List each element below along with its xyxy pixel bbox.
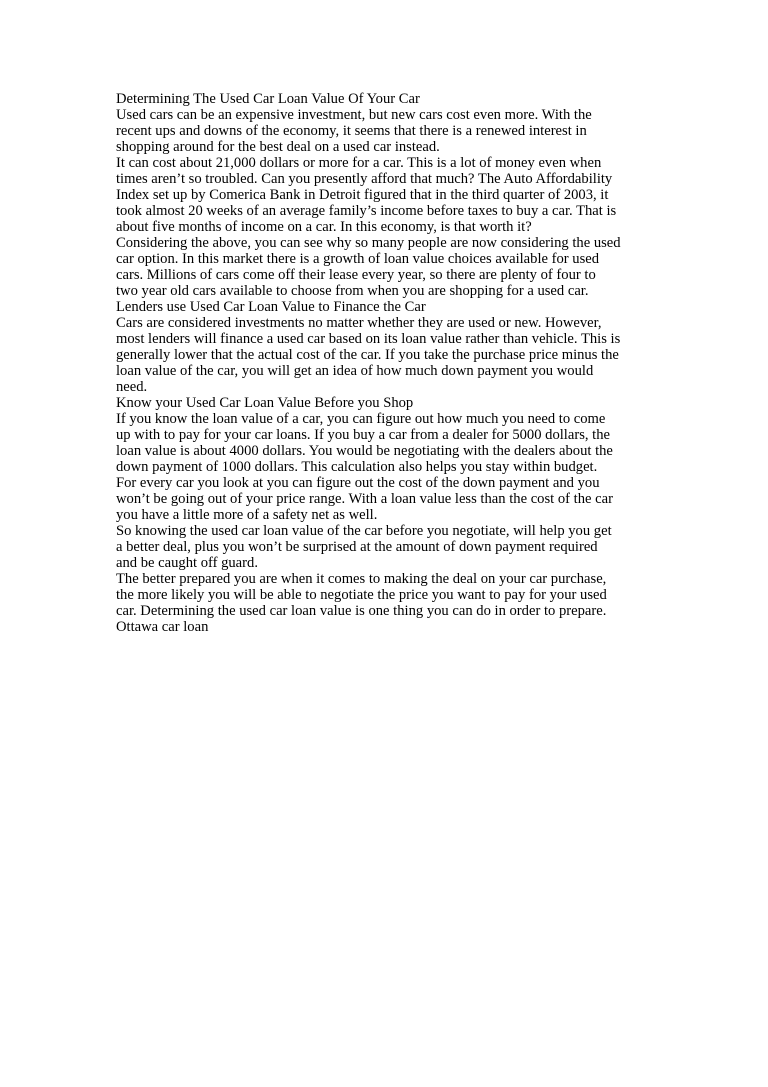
text-line: you have a little more of a safety net as well. [116, 507, 378, 523]
text-line: the more likely you will be able to negotiate the price you want to pay for your used [116, 587, 607, 603]
text-line: Considering the above, you can see why so many people are now considering the used [116, 235, 621, 251]
section-heading-know [116, 395, 656, 411]
text-line: took almost 20 weeks of an average family’s income before taxes to buy a car. That is [116, 203, 617, 219]
paragraph-knowing [116, 523, 656, 571]
text-line: a better deal, plus you won’t be surprised at the amount of down payment required [116, 539, 598, 555]
section-heading-lenders [116, 299, 656, 315]
footer-link-ottawa-car-loan[interactable]: Ottawa car loan [116, 619, 209, 635]
text-line: The better prepared you are when it comes to making the deal on your car purchase, [116, 571, 607, 587]
text-line: won’t be going out of your price range. With a loan value less than the cost of the car [116, 491, 613, 507]
text-line: For every car you look at you can figure out the cost of the down payment and you [116, 475, 600, 491]
document-body [116, 91, 656, 635]
text-line: shopping around for the best deal on a used car instead. [116, 139, 440, 155]
text-line: Used cars can be an expensive investment, but new cars cost even more. With the [116, 107, 592, 123]
text-line: It can cost about 21,000 dollars or more for a car. This is a lot of money even when [116, 155, 602, 171]
text-line: generally lower that the actual cost of the car. If you take the purchase price minus the [116, 347, 619, 363]
text-line: down payment of 1000 dollars. This calculation also helps you stay within budget. [116, 459, 598, 475]
text-line: Cars are considered investments no matter whether they are used or new. However, [116, 315, 602, 331]
text-line: car option. In this market there is a growth of loan value choices available for used [116, 251, 600, 267]
text-line: most lenders will finance a used car based on its loan value rather than vehicle. This is [116, 331, 621, 347]
paragraph-know [116, 411, 656, 523]
text-line: Lenders use Used Car Loan Value to Finance the Car [116, 299, 426, 315]
text-line: two year old cars available to choose from when you are shopping for a used car. [116, 283, 589, 299]
text-line: So knowing the used car loan value of the car before you negotiate, will help you get [116, 523, 612, 539]
text-line: loan value of the car, you will get an idea of how much down payment you would [116, 363, 594, 379]
text-line: about five months of income on a car. In this economy, is that worth it? [116, 219, 532, 235]
text-line: need. [116, 379, 148, 395]
text-line: recent ups and downs of the economy, it seems that there is a renewed interest in [116, 123, 587, 139]
text-line: Know your Used Car Loan Value Before you Shop [116, 395, 414, 411]
text-line: Index set up by Comerica Bank in Detroit figured that in the third quarter of 2003, it [116, 187, 609, 203]
document-title: Determining The Used Car Loan Value Of Your Car [116, 91, 420, 107]
paragraph-lenders [116, 315, 656, 395]
text-line: times aren’t so troubled. Can you presently afford that much? The Auto Affordability [116, 171, 613, 187]
text-line: If you know the loan value of a car, you can figure out how much you need to come [116, 411, 606, 427]
text-line: cars. Millions of cars come off their lease every year, so there are plenty of four to [116, 267, 596, 283]
text-line: loan value is about 4000 dollars. You would be negotiating with the dealers about the [116, 443, 613, 459]
paragraph-intro [116, 107, 656, 155]
text-line: car. Determining the used car loan value is one thing you can do in order to prepare. [116, 603, 607, 619]
text-line: and be caught off guard. [116, 555, 258, 571]
paragraph-prepared [116, 571, 656, 619]
paragraph-cost [116, 155, 656, 235]
paragraph-considering [116, 235, 656, 299]
text-line: up with to pay for your car loans. If you buy a car from a dealer for 5000 dollars, the [116, 427, 610, 443]
